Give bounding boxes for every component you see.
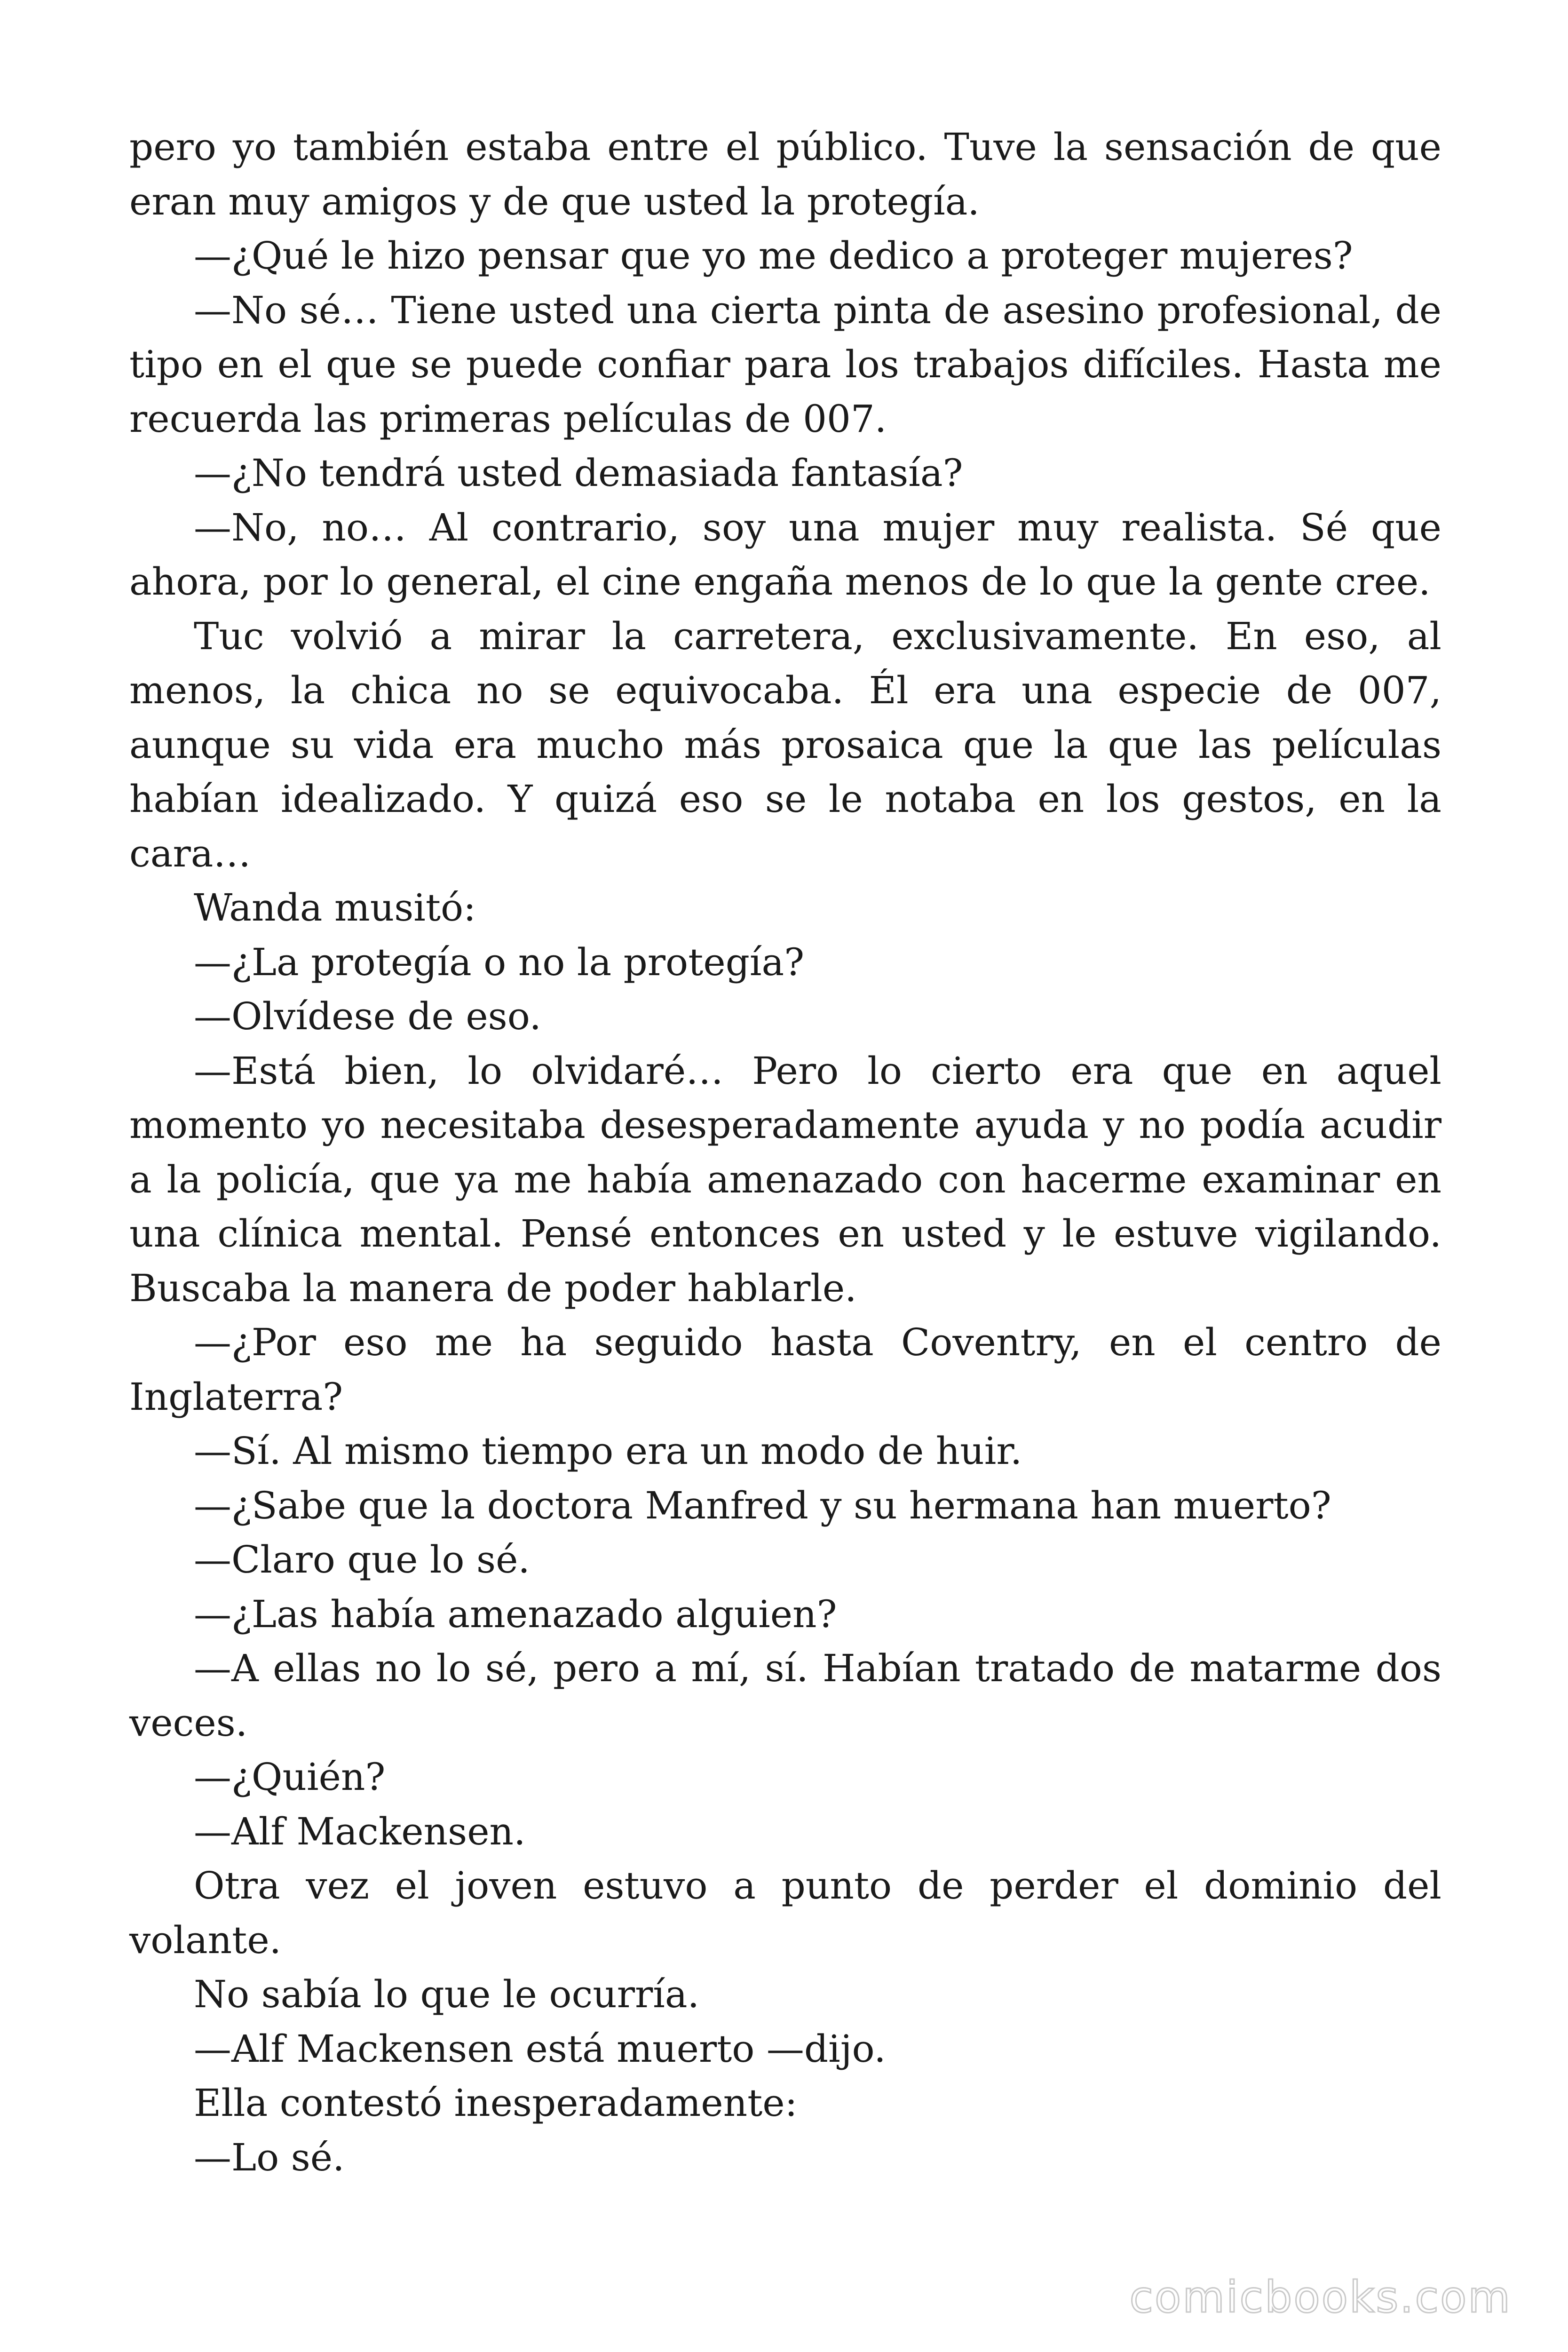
paragraph: —¿Quién? [194,1755,386,1799]
paragraph: pero yo también estaba entre el público. Tuve la sensación de que eran muy amigos y de que usted la protegía. [129,125,1441,223]
paragraph: —No sé… Tiene usted una cierta pinta de asesino profesional, de tipo en el que se puede confiar para los trabajos difíciles. Hasta me recuerda las primeras películas de 007. [129,288,1441,441]
paragraph: —¿Por eso me ha seguido hasta Coventry, en el centro de Inglaterra? [129,1320,1441,1419]
paragraph: Otra vez el joven estuvo a punto de perder el dominio del volante. [129,1864,1441,1962]
paragraph: —Olvídese de eso. [194,994,541,1038]
paragraph: —Sí. Al mismo tiempo era un modo de huir. [194,1429,1022,1473]
paragraph: Tuc volvió a mirar la carretera, exclusivamente. En eso, al menos, la chica no se equivocaba. Él era una especie de 007, aunque su vida era mucho más prosaica que la que las películas habían idealizado. Y quizá eso se le notaba en los gestos, en la cara… [129,614,1441,875]
page-text-body [129,120,1441,2185]
paragraph: —Alf Mackensen. [194,1809,526,1853]
paragraph: —A ellas no lo sé, pero a mí, sí. Habían tratado de matarme dos veces. [129,1646,1441,1745]
paragraph: Wanda musitó: [194,886,476,930]
paragraph: —¿Qué le hizo pensar que yo me dedico a proteger mujeres? [194,234,1353,278]
paragraph: —No, no… Al contrario, soy una mujer muy realista. Sé que ahora, por lo general, el cine engaña menos de lo que la gente cree. [129,505,1441,604]
watermark: comicbooks.com [1129,2272,1512,2322]
paragraph: —¿Las había amenazado alguien? [194,1592,837,1636]
paragraph: —Lo sé. [194,2135,345,2179]
paragraph: —Claro que lo sé. [194,1538,530,1581]
paragraph: —Alf Mackensen está muerto —dijo. [194,2026,886,2071]
paragraph: —¿No tendrá usted demasiada fantasía? [194,451,963,495]
paragraph: —Está bien, lo olvidaré… Pero lo cierto era que en aquel momento yo necesitaba desesperadamente ayuda y no podía acudir a la policía, que ya me había amenazado con hacerme examinar en una clínica mental. Pensé entonces en usted y le estuve vigilando. Buscaba la manera de poder hablarle. [129,1049,1441,1310]
paragraph: —¿La protegía o no la protegía? [194,940,805,984]
paragraph: Ella contestó inesperadamente: [194,2081,798,2125]
paragraph: No sabía lo que le ocurría. [194,1972,699,2016]
paragraph: —¿Sabe que la doctora Manfred y su hermana han muerto? [194,1483,1331,1527]
